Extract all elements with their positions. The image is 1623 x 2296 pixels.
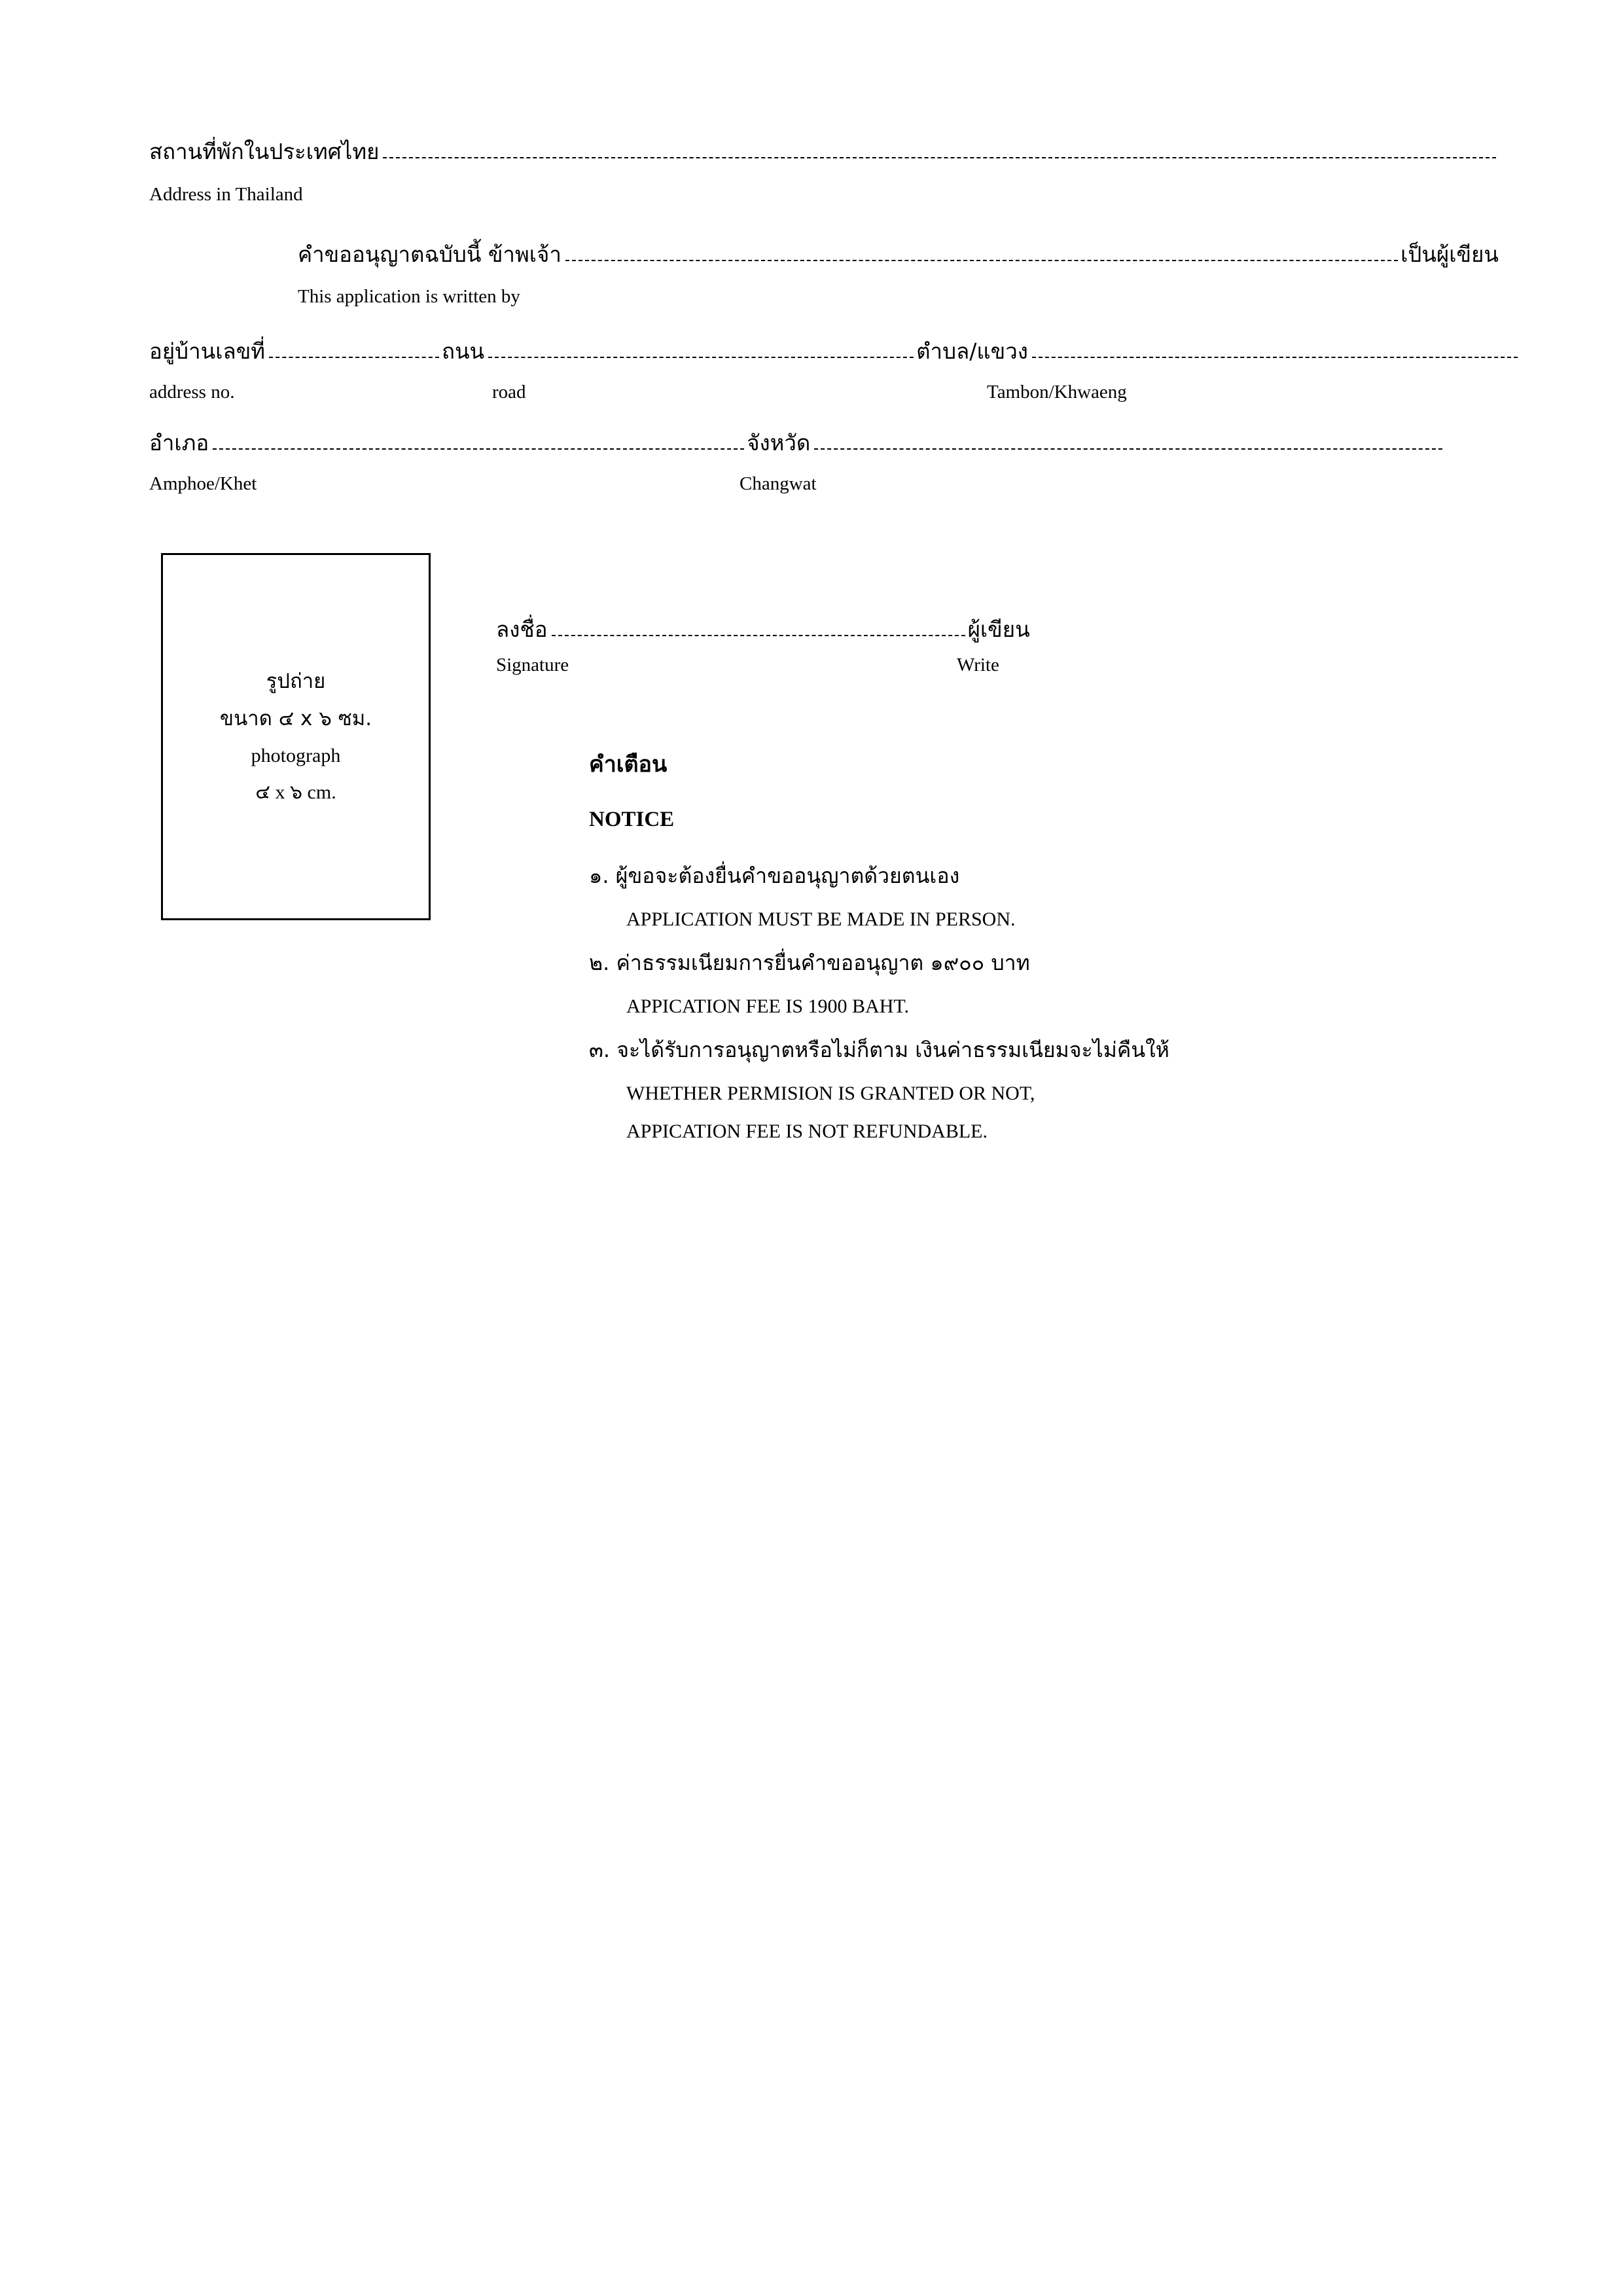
notice-item-number: ๓. (589, 1037, 611, 1062)
road-label-en: road (492, 382, 526, 403)
photo-label-en: photograph (251, 744, 341, 766)
written-by-field[interactable] (565, 260, 1398, 261)
notice-title-th: คำเตือน (589, 751, 668, 778)
changwat-field[interactable] (814, 448, 1442, 450)
address-no-label-en: address no. (149, 382, 235, 403)
amphoe-row (149, 432, 1445, 454)
notice-item (589, 1033, 1309, 1143)
amphoe-field[interactable] (213, 448, 744, 450)
signature-row (496, 619, 1030, 640)
amphoe-label-th: อำเภอ (149, 430, 209, 456)
signature-role-en: Write (957, 655, 999, 675)
tambon-label-th: ตำบล/แขวง (916, 338, 1028, 364)
notice-item-th (589, 859, 1309, 893)
address-in-thailand-field[interactable] (383, 157, 1496, 158)
signature-field[interactable] (552, 635, 965, 636)
photo-size-th: ขนาด ๔ x ๖ ซม. (219, 706, 372, 730)
written-by-label-th: คำขออนุญาตฉบับนี้ ข้าพเจ้า (298, 242, 562, 267)
notice-item-text-en: APPICATION FEE IS 1900 BAHT. (626, 996, 909, 1017)
notice-item-th (589, 1033, 1309, 1067)
address-no-field[interactable] (269, 357, 439, 358)
notice-item-text-en: APPLICATION MUST BE MADE IN PERSON. (626, 908, 1016, 930)
changwat-label-en: Changwat (740, 473, 817, 494)
amphoe-label-en: Amphoe/Khet (149, 473, 257, 494)
signature-label-en: Signature (496, 655, 569, 675)
signature-role-th: ผู้เขียน (967, 617, 1030, 642)
changwat-label-th: จังหวัด (747, 430, 811, 456)
photograph-placeholder-box (161, 553, 431, 920)
signature-label-th: ลงชื่อ (496, 617, 548, 642)
notice-block (589, 746, 1309, 1158)
notice-item-text-th: จะได้รับการอนุญาตหรือไม่ก็ตาม เงินค่าธรรมเนียมจะไม่คืนให้ (616, 1037, 1169, 1062)
tambon-field[interactable] (1032, 357, 1518, 358)
notice-item (589, 946, 1309, 1018)
written-by-row (298, 243, 1499, 265)
written-by-suffix-th: เป็นผู้เขียน (1400, 242, 1499, 267)
tambon-label-en: Tambon/Khwaeng (987, 382, 1127, 403)
notice-item-text-en: APPICATION FEE IS NOT REFUNDABLE. (626, 1121, 988, 1142)
photo-size-en: ๔ x ๖ cm. (255, 781, 336, 803)
address-no-row (149, 340, 1520, 362)
notice-item-text-en: WHETHER PERMISION IS GRANTED OR NOT, (626, 1083, 1035, 1104)
road-label-th: ถนน (442, 338, 485, 364)
photo-label-th: รูปถ่าย (266, 669, 326, 693)
written-by-label-en: This application is written by (298, 286, 520, 307)
address-in-thailand-label-th: สถานที่พักในประเทศไทย (149, 139, 380, 164)
address-in-thailand-row (149, 141, 1499, 162)
notice-item-th (589, 946, 1309, 980)
address-no-label-th: อยู่บ้านเลขที่ (149, 338, 266, 364)
notice-item-number: ๒. (589, 950, 610, 975)
notice-item (589, 859, 1309, 931)
address-in-thailand-label-en: Address in Thailand (149, 184, 303, 205)
notice-item-text-th: ค่าธรรมเนียมการยื่นคำขออนุญาต ๑๙๐๐ บาท (616, 950, 1030, 975)
notice-item-text-th: ผู้ขอจะต้องยื่นคำขออนุญาตด้วยตนเอง (615, 863, 960, 888)
road-field[interactable] (488, 357, 914, 358)
notice-title-en: NOTICE (589, 808, 675, 831)
notice-item-number: ๑. (589, 863, 609, 888)
